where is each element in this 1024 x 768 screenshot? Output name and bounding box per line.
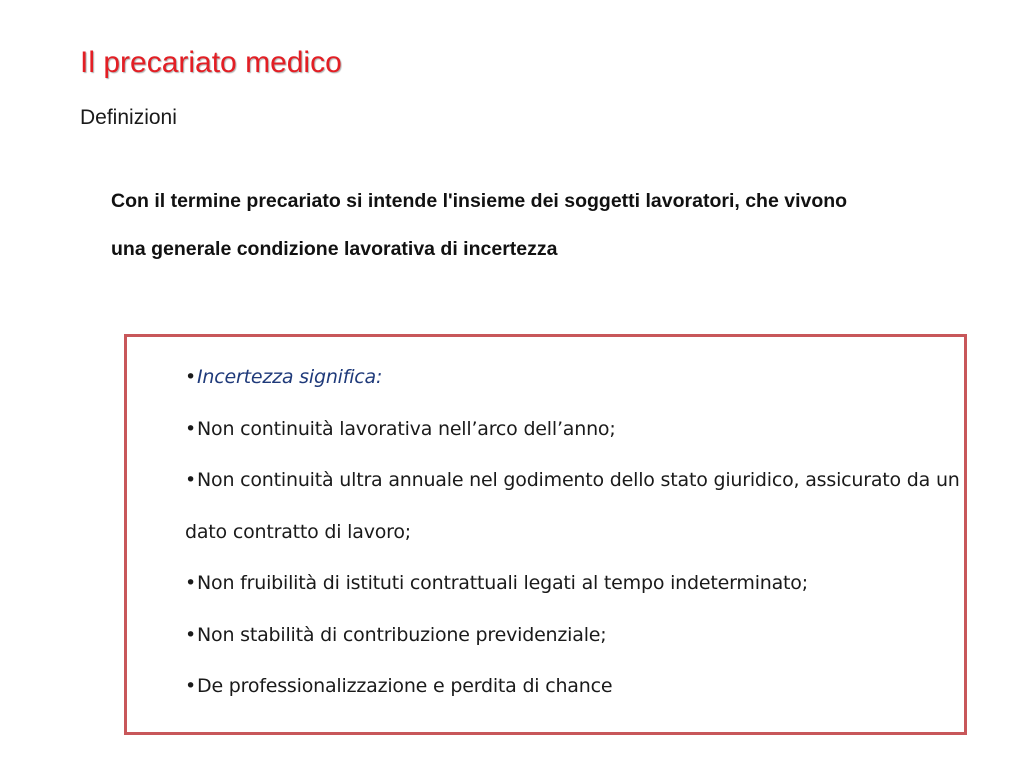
bullet-item [185,404,975,456]
bullet-item-text: Non fruibilità di istituti contrattuali legati al tempo indeterminato; [197,572,808,594]
bullet-heading-text: Incertezza significa: [197,366,383,388]
bullet-heading [185,352,975,404]
bullet-item [185,610,975,662]
bullet-item [185,455,975,558]
bullet-icon: • [185,469,197,491]
bullet-item [185,661,975,713]
bullet-list [185,352,975,713]
bullet-item-text: De professionalizzazione e perdita di chance [197,675,613,697]
bullet-icon: • [185,572,197,594]
bullet-item-text: Non continuità lavorativa nell’arco dell’anno; [197,417,616,440]
bullet-icon: • [185,675,197,697]
slide-subtitle: Definizioni [80,106,177,129]
bullet-icon: • [185,417,197,440]
bullet-icon: • [185,366,197,388]
bullet-item [185,558,975,610]
definition-text: Con il termine precariato si intende l'insieme dei soggetti lavoratori, che vivono una generale condizione lavorativa di incertezza [111,190,848,260]
bullet-item-text: Non continuità ultra annuale nel godimento dello stato giuridico, assicurato da un dato contratto di lavoro; [185,469,960,543]
bullet-item-text: Non stabilità di contribuzione previdenziale; [197,623,607,646]
bullet-icon: • [185,623,197,646]
slide-title: Il precariato medico [80,46,342,79]
